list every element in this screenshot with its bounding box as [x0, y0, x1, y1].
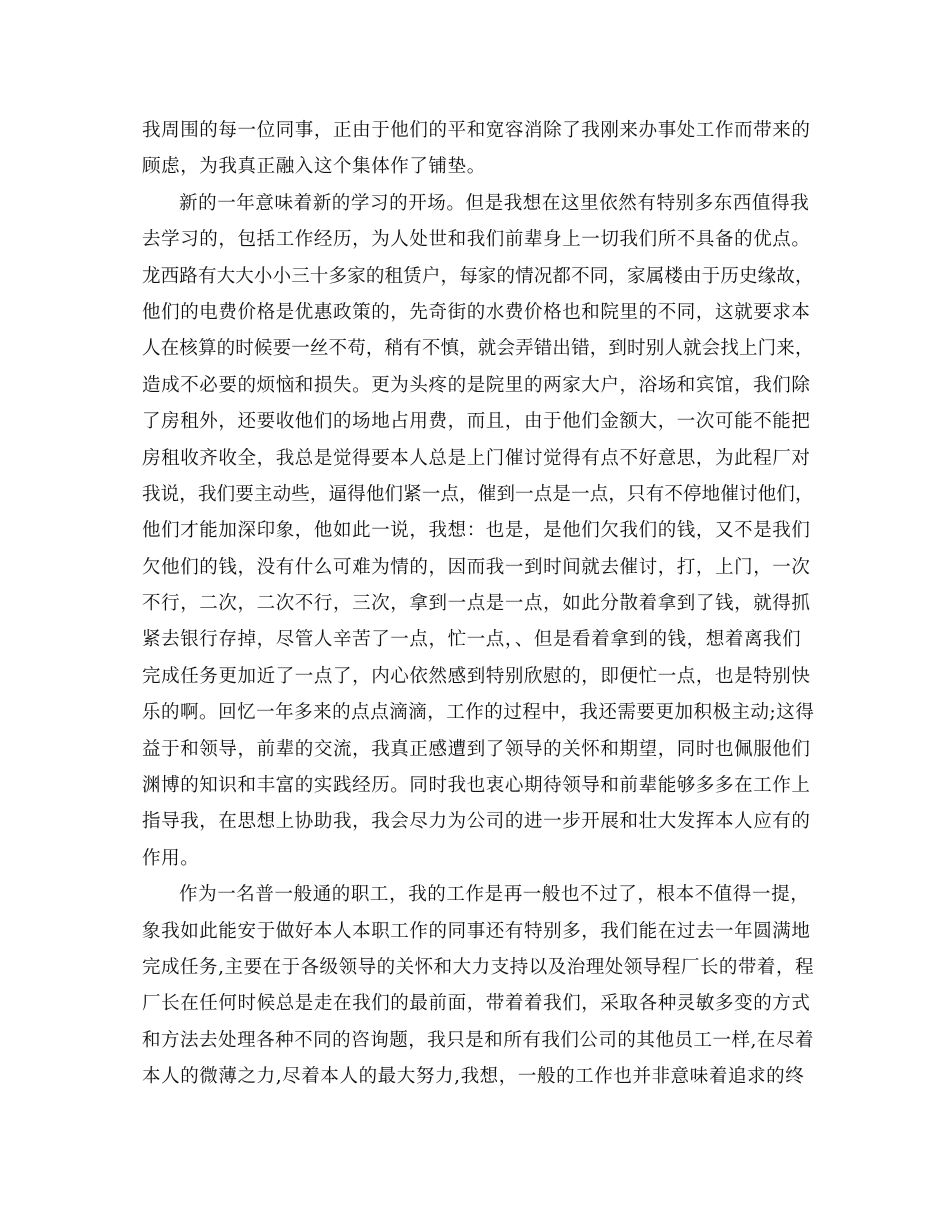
paragraph: [142, 186, 814, 877]
text-line: 了房租外，还要收他们的场地占用费，而且，由于他们金额大，一次可能不能把: [142, 411, 811, 433]
text-line: 作用。: [142, 847, 200, 869]
text-line: 紧去银行存掉，尽管人辛苦了一点，忙一点，、但是看着拿到的钱，想着离我们: [142, 629, 802, 651]
text-line: 本人的微薄之力,尽着本人的最大努力,我想，一般的工作也并非意味着追求的终: [142, 1066, 805, 1088]
text-line: 益于和领导，前辈的交流，我真正感遭到了领导的关怀和期望，同时也佩服他们: [142, 738, 811, 760]
text-line: 新的一年意味着新的学习的开场。但是我想在这里依然有特别多东西值得我: [179, 192, 810, 214]
text-line: 顾虑，为我真正融入这个集体作了铺垫。: [142, 156, 486, 178]
text-line: 欠他们的钱，没有什么可难为情的，因而我一到时间就去催讨，打，上门，一次: [142, 556, 811, 578]
text-line: 造成不必要的烦恼和损失。更为头疼的是院里的两家大户，浴场和宾馆，我们除: [142, 374, 811, 396]
paragraph: [142, 877, 814, 1095]
text-line: 他们才能加深印象，他如此一说，我想：也是，是他们欠我们的钱，又不是我们: [142, 520, 811, 542]
paragraph: [142, 113, 814, 186]
text-line: 人在核算的时候要一丝不苟，稍有不慎，就会弄错出错，到时别人就会找上门来，: [142, 338, 814, 360]
text-line: 龙西路有大大小小三十多家的租赁户，每家的情况都不同，家属楼由于历史缘故，: [142, 265, 814, 287]
text-line: 完成任务,主要在于各级领导的关怀和大力支持以及治理处领导程厂长的带着，程: [142, 956, 814, 978]
text-line: 完成任务更加近了一点了，内心依然感到特别欣慰的，即便忙一点，也是特别快: [142, 665, 811, 687]
body-text: [142, 113, 814, 1096]
text-line: 渊博的知识和丰富的实践经历。同时我也衷心期待领导和前辈能够多多在工作上: [142, 775, 811, 797]
text-line: 和方法去处理各种不同的咨询题，我只是和所有我们公司的其他员工一样,在尽着: [142, 1029, 814, 1051]
text-line: 乐的啊。回忆一年多来的点点滴滴，工作的过程中，我还需要更加积极主动;这得: [142, 702, 815, 724]
text-line: 厂长在任何时候总是走在我们的最前面，带着着我们，采取各种灵敏多变的方式: [142, 993, 811, 1015]
text-line: 不行，二次，二次不行，三次，拿到一点是一点，如此分散着拿到了钱，就得抓: [142, 593, 811, 615]
text-line: 指导我，在思想上协助我，我会尽力为公司的进一步开展和壮大发挥本人应有的: [142, 811, 811, 833]
text-line: 象我如此能安于做好本人本职工作的同事还有特别多，我们能在过去一年圆满地: [142, 920, 811, 942]
text-line: 作为一名普一般通的职工，我的工作是再一般也不过了，根本不值得一提，: [179, 884, 810, 906]
text-line: 我周围的每一位同事，正由于他们的平和宽容消除了我刚来办事处工作而带来的: [142, 120, 811, 141]
text-line: 他们的电费价格是优惠政策的，先奇街的水费价格也和院里的不同，这就要求本: [142, 301, 811, 323]
text-line: 房租收齐收全，我总是觉得要本人总是上门催讨觉得有点不好意思，为此程厂对: [142, 447, 811, 469]
text-line: 去学习的，包括工作经历，为人处世和我们前辈身上一切我们所不具备的优点。: [142, 229, 811, 251]
text-line: 我说，我们要主动些，逼得他们紧一点，催到一点是一点，只有不停地催讨他们，: [142, 483, 814, 505]
